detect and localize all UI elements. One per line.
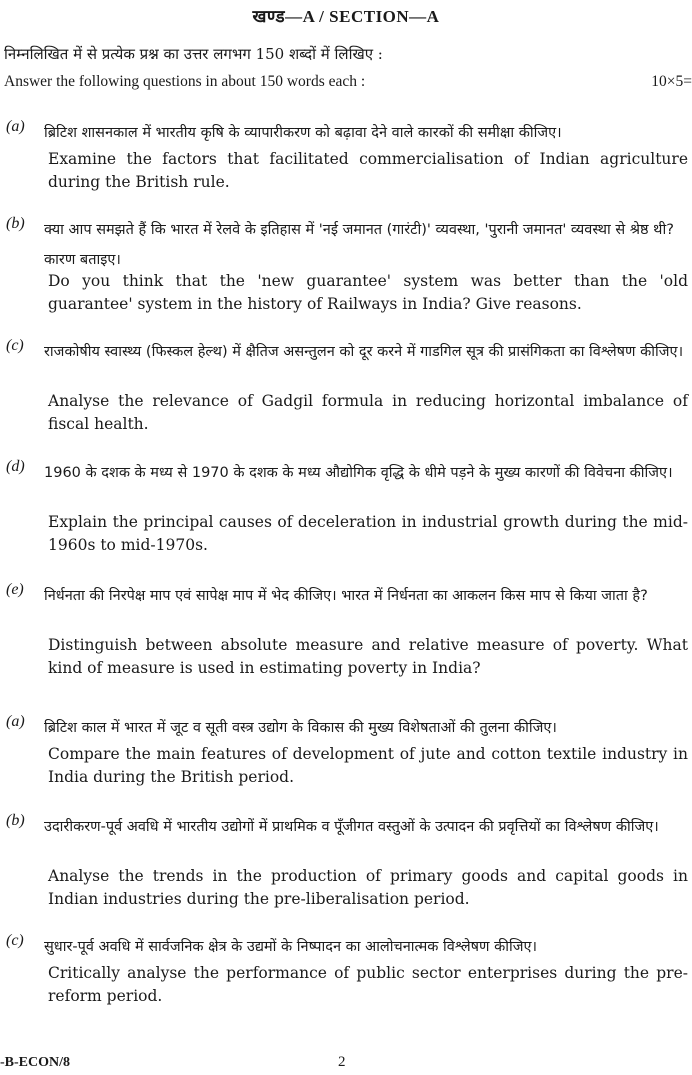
question-label: (a) bbox=[6, 713, 25, 730]
question-english: Critically analyse the performance of public sector enterprises during the pre-reform period. bbox=[48, 964, 688, 1005]
question-hindi: सुधार-पूर्व अवधि में सार्वजनिक क्षेत्र के उद्यमों के निष्पादन का आलोचनात्मक विश्लेषण कीजिए। bbox=[44, 939, 538, 955]
question-hindi: राजकोषीय स्वास्थ्य (फिस्कल हेल्थ) में क्षैतिज असन्तुलन को दूर करने में गाडगिल सूत्र की प्रासंगिकता का विश्लेषण कीजिए। bbox=[44, 344, 684, 360]
question-label: (c) bbox=[6, 337, 24, 354]
question-label: (d) bbox=[6, 458, 25, 475]
question-english: Explain the principal causes of deceleration in industrial growth during the mid-1960s to mid-1970s. bbox=[48, 513, 688, 554]
question-english: Do you think that the 'new guarantee' system was better than the 'old guarantee' system in the history of Railways in India? Give reasons. bbox=[48, 272, 688, 313]
question-hindi: उदारीकरण-पूर्व अवधि में भारतीय उद्योगों में प्राथमिक व पूँजीगत वस्तुओं के उत्पादन की प्रवृत्तियों का विश्लेषण कीजिए। bbox=[44, 819, 659, 835]
question-english: Analyse the relevance of Gadgil formula in reducing horizontal imbalance of fiscal health. bbox=[48, 392, 688, 433]
question-label: (a) bbox=[6, 118, 25, 135]
question-label: (b) bbox=[6, 812, 25, 829]
section-heading: खण्ड—A / SECTION—A bbox=[252, 7, 440, 26]
question-english: Analyse the trends in the production of primary goods and capital goods in Indian industries during the pre-liberalisation period. bbox=[48, 867, 688, 908]
question-hindi: ब्रिटिश काल में भारत में जूट व सूती वस्त्र उद्योग के विकास की मुख्य विशेषताओं की तुलना कीजिए। bbox=[44, 720, 557, 736]
instruction-english: Answer the following questions in about 150 words each : bbox=[4, 73, 366, 90]
marks-label: 10×5= bbox=[651, 73, 692, 90]
paper-code: -B-ECON/8 bbox=[0, 1055, 70, 1070]
question-english: Compare the main features of development of jute and cotton textile industry in India during the British period. bbox=[48, 745, 688, 786]
page-number: 2 bbox=[338, 1054, 346, 1070]
question-hindi: क्या आप समझते हैं कि भारत में रेलवे के इतिहास में 'नई जमानत (गारंटी)' व्यवस्था, 'पुरानी जमानत' व्यवस्था से श्रेष्ठ थी? कारण बताइए। bbox=[44, 222, 674, 268]
question-label: (b) bbox=[6, 215, 25, 232]
question-english: Distinguish between absolute measure and relative measure of poverty. What kind of measure is used in estimating poverty in India? bbox=[48, 636, 688, 677]
question-english: Examine the factors that facilitated commercialisation of Indian agriculture during the British rule. bbox=[48, 150, 688, 191]
question-hindi: निर्धनता की निरपेक्ष माप एवं सापेक्ष माप में भेद कीजिए। भारत में निर्धनता का आकलन किस माप से किया जाता है? bbox=[44, 588, 648, 604]
question-hindi: 1960 के दशक के मध्य से 1970 के दशक के मध्य औद्योगिक वृद्धि के धीमे पड़ने के मुख्य कारणों की विवेचना कीजिए। bbox=[44, 465, 673, 481]
question-label: (c) bbox=[6, 932, 24, 949]
question-hindi: ब्रिटिश शासनकाल में भारतीय कृषि के व्यापारीकरण को बढ़ावा देने वाले कारकों की समीक्षा कीजिए। bbox=[44, 125, 562, 141]
instruction-hindi: निम्नलिखित में से प्रत्येक प्रश्न का उत्तर लगभग 150 शब्दों में लिखिए : bbox=[4, 45, 383, 63]
question-label: (e) bbox=[6, 581, 24, 598]
